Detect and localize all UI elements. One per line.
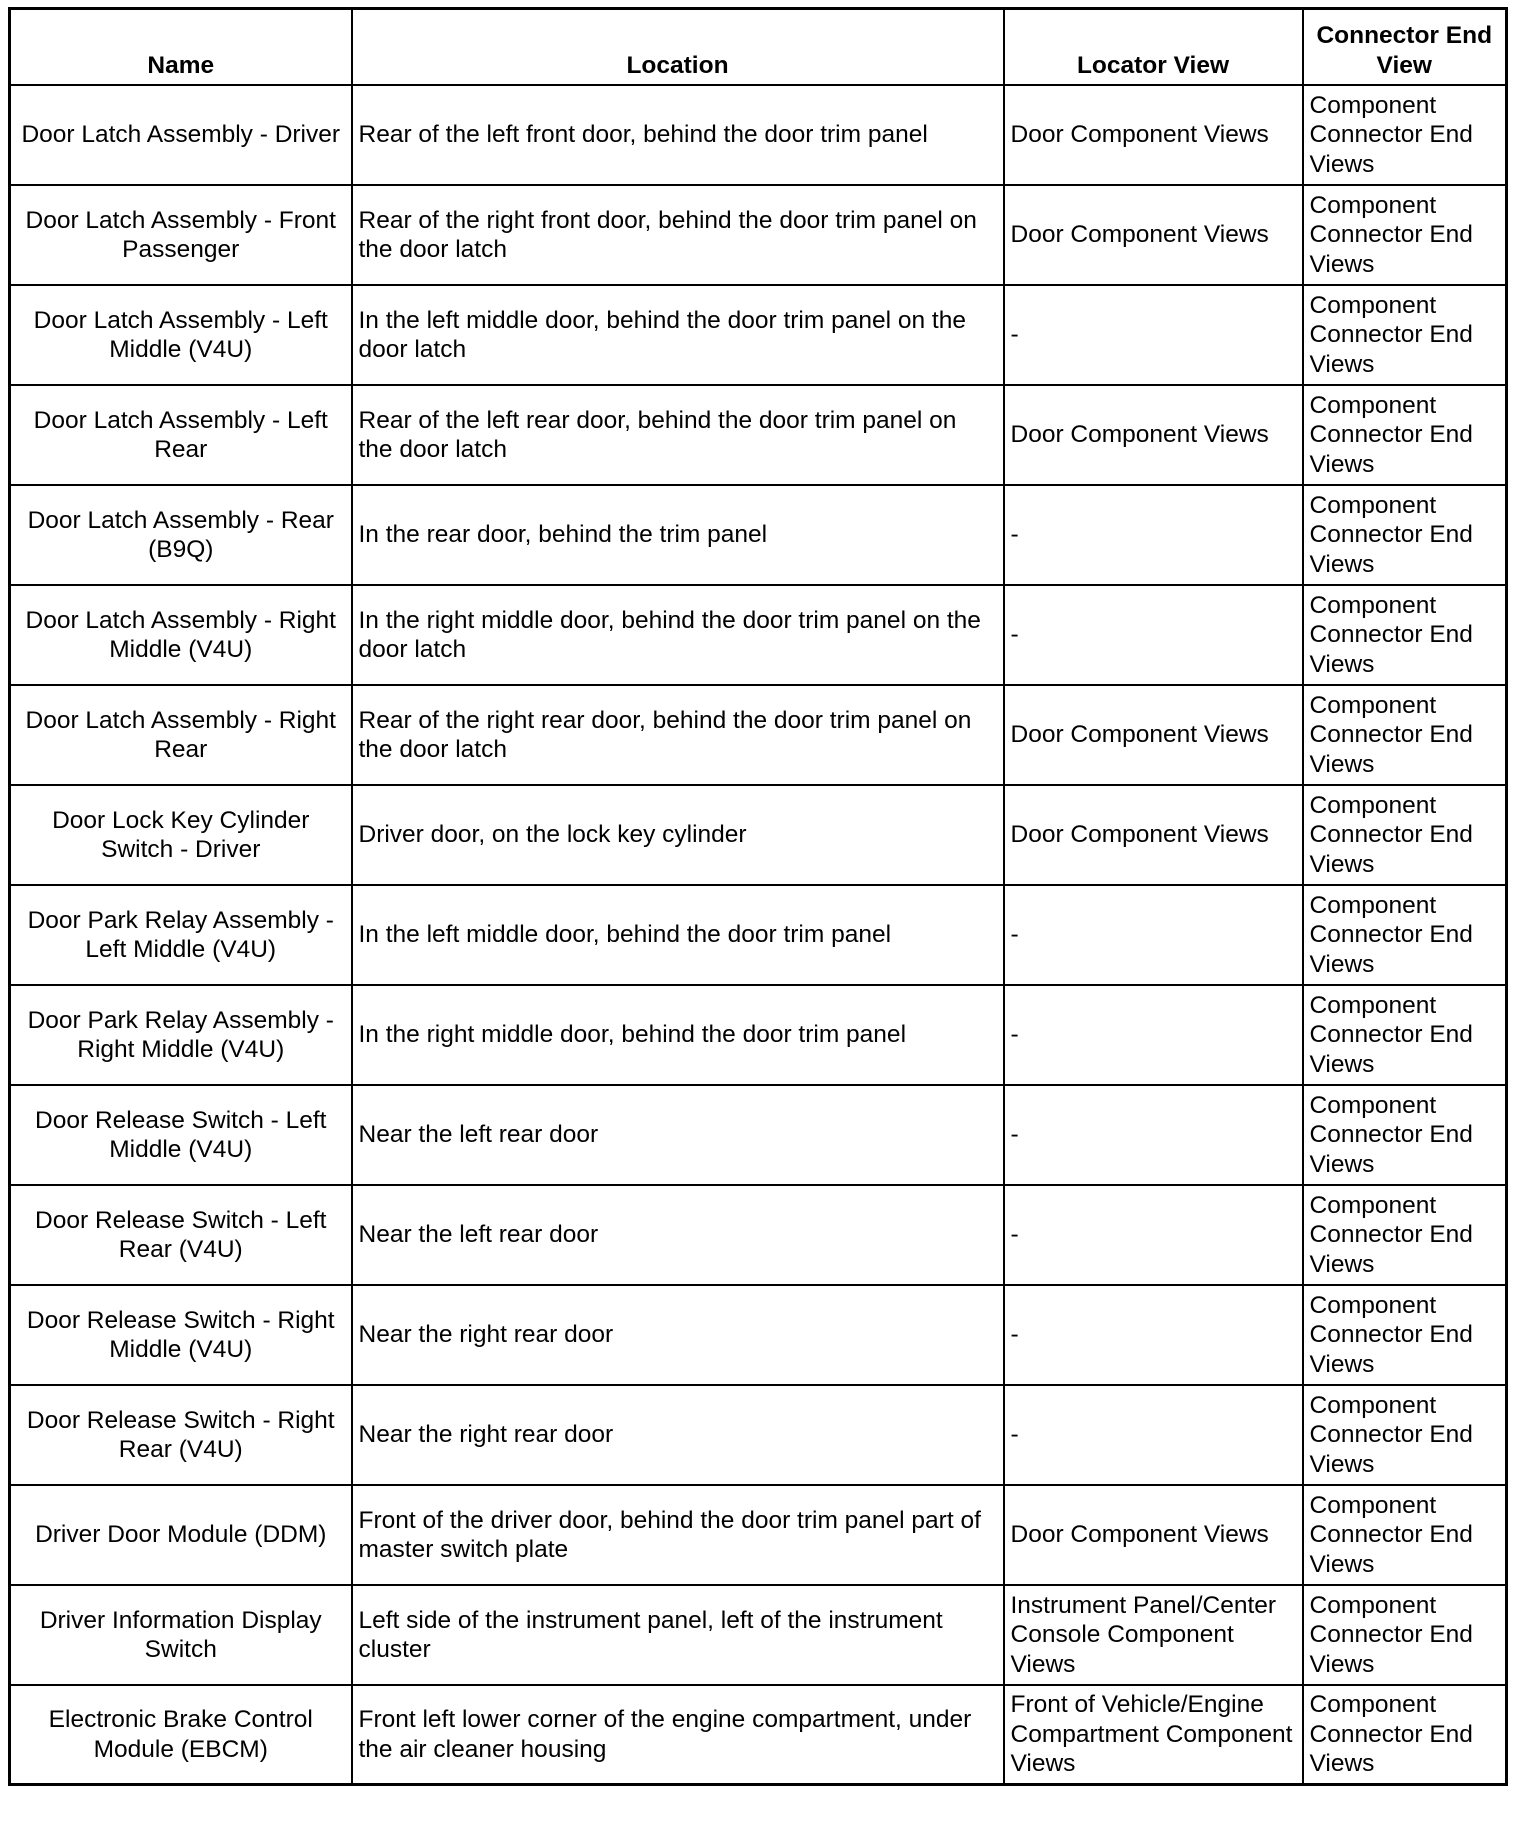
table-header-row — [10, 9, 1507, 86]
cell-locator-view: Instrument Panel/Center Console Component Views — [1004, 1585, 1303, 1685]
cell-connector-end-view: Component Connector End Views — [1303, 385, 1507, 485]
cell-name: Driver Door Module (DDM) — [10, 1485, 352, 1585]
table-row — [10, 1185, 1507, 1285]
cell-location: Rear of the left front door, behind the door trim panel — [352, 85, 1004, 185]
cell-location: Near the right rear door — [352, 1285, 1004, 1385]
cell-location: In the left middle door, behind the door trim panel on the door latch — [352, 285, 1004, 385]
cell-name: Door Lock Key Cylinder Switch - Driver — [10, 785, 352, 885]
cell-location: In the left middle door, behind the door trim panel — [352, 885, 1004, 985]
cell-name: Door Latch Assembly - Right Middle (V4U) — [10, 585, 352, 685]
table-row — [10, 985, 1507, 1085]
cell-name: Door Park Relay Assembly - Left Middle (V4U) — [10, 885, 352, 985]
table-row — [10, 1485, 1507, 1585]
cell-location: Left side of the instrument panel, left of the instrument cluster — [352, 1585, 1004, 1685]
cell-locator-view: - — [1004, 285, 1303, 385]
cell-location: Driver door, on the lock key cylinder — [352, 785, 1004, 885]
cell-connector-end-view: Component Connector End Views — [1303, 685, 1507, 785]
cell-name: Door Latch Assembly - Rear (B9Q) — [10, 485, 352, 585]
cell-name: Door Latch Assembly - Left Middle (V4U) — [10, 285, 352, 385]
table-row — [10, 85, 1507, 185]
table-row — [10, 285, 1507, 385]
header-name: Name — [10, 9, 352, 86]
cell-name: Door Release Switch - Right Middle (V4U) — [10, 1285, 352, 1385]
cell-connector-end-view: Component Connector End Views — [1303, 1485, 1507, 1585]
cell-location: In the rear door, behind the trim panel — [352, 485, 1004, 585]
cell-name: Driver Information Display Switch — [10, 1585, 352, 1685]
cell-location: Near the left rear door — [352, 1185, 1004, 1285]
cell-location: Near the right rear door — [352, 1385, 1004, 1485]
cell-location: Near the left rear door — [352, 1085, 1004, 1185]
table-row — [10, 1385, 1507, 1485]
cell-connector-end-view: Component Connector End Views — [1303, 785, 1507, 885]
cell-locator-view: Door Component Views — [1004, 1485, 1303, 1585]
cell-connector-end-view: Component Connector End Views — [1303, 485, 1507, 585]
table-row — [10, 1585, 1507, 1685]
cell-connector-end-view: Component Connector End Views — [1303, 1385, 1507, 1485]
cell-location: Rear of the left rear door, behind the door trim panel on the door latch — [352, 385, 1004, 485]
cell-location: In the right middle door, behind the door trim panel on the door latch — [352, 585, 1004, 685]
cell-locator-view: Door Component Views — [1004, 785, 1303, 885]
cell-locator-view: - — [1004, 1285, 1303, 1385]
cell-name: Door Park Relay Assembly - Right Middle (V4U) — [10, 985, 352, 1085]
cell-connector-end-view: Component Connector End Views — [1303, 1685, 1507, 1785]
table-row — [10, 585, 1507, 685]
cell-locator-view: Door Component Views — [1004, 385, 1303, 485]
cell-connector-end-view: Component Connector End Views — [1303, 985, 1507, 1085]
component-locator-table — [8, 7, 1508, 1786]
cell-connector-end-view: Component Connector End Views — [1303, 1085, 1507, 1185]
cell-connector-end-view: Component Connector End Views — [1303, 1585, 1507, 1685]
table-row — [10, 385, 1507, 485]
cell-name: Door Release Switch - Left Rear (V4U) — [10, 1185, 352, 1285]
cell-location: Front left lower corner of the engine compartment, under the air cleaner housing — [352, 1685, 1004, 1785]
cell-locator-view: - — [1004, 1185, 1303, 1285]
cell-name: Electronic Brake Control Module (EBCM) — [10, 1685, 352, 1785]
table-row — [10, 1685, 1507, 1785]
header-location: Location — [352, 9, 1004, 86]
table-row — [10, 785, 1507, 885]
cell-connector-end-view: Component Connector End Views — [1303, 585, 1507, 685]
cell-connector-end-view: Component Connector End Views — [1303, 285, 1507, 385]
cell-locator-view: - — [1004, 485, 1303, 585]
cell-connector-end-view: Component Connector End Views — [1303, 1185, 1507, 1285]
cell-locator-view: - — [1004, 885, 1303, 985]
table-row — [10, 1285, 1507, 1385]
cell-locator-view: - — [1004, 1085, 1303, 1185]
cell-location: Rear of the right front door, behind the door trim panel on the door latch — [352, 185, 1004, 285]
table-row — [10, 685, 1507, 785]
cell-location: In the right middle door, behind the door trim panel — [352, 985, 1004, 1085]
cell-locator-view: Door Component Views — [1004, 685, 1303, 785]
document-sheet — [8, 7, 1508, 1786]
cell-connector-end-view: Component Connector End Views — [1303, 885, 1507, 985]
cell-location: Rear of the right rear door, behind the door trim panel on the door latch — [352, 685, 1004, 785]
cell-location: Front of the driver door, behind the door trim panel part of master switch plate — [352, 1485, 1004, 1585]
cell-connector-end-view: Component Connector End Views — [1303, 85, 1507, 185]
cell-locator-view: Door Component Views — [1004, 185, 1303, 285]
cell-name: Door Latch Assembly - Left Rear — [10, 385, 352, 485]
table-row — [10, 1085, 1507, 1185]
cell-name: Door Latch Assembly - Front Passenger — [10, 185, 352, 285]
cell-name: Door Latch Assembly - Driver — [10, 85, 352, 185]
cell-connector-end-view: Component Connector End Views — [1303, 185, 1507, 285]
cell-locator-view: Front of Vehicle/Engine Compartment Component Views — [1004, 1685, 1303, 1785]
cell-locator-view: - — [1004, 985, 1303, 1085]
cell-locator-view: Door Component Views — [1004, 85, 1303, 185]
cell-locator-view: - — [1004, 1385, 1303, 1485]
table-row — [10, 185, 1507, 285]
cell-locator-view: - — [1004, 585, 1303, 685]
header-locator-view: Locator View — [1004, 9, 1303, 86]
cell-name: Door Release Switch - Right Rear (V4U) — [10, 1385, 352, 1485]
cell-name: Door Latch Assembly - Right Rear — [10, 685, 352, 785]
cell-connector-end-view: Component Connector End Views — [1303, 1285, 1507, 1385]
table-row — [10, 885, 1507, 985]
table-row — [10, 485, 1507, 585]
header-connector-end-view: Connector End View — [1303, 9, 1507, 86]
cell-name: Door Release Switch - Left Middle (V4U) — [10, 1085, 352, 1185]
